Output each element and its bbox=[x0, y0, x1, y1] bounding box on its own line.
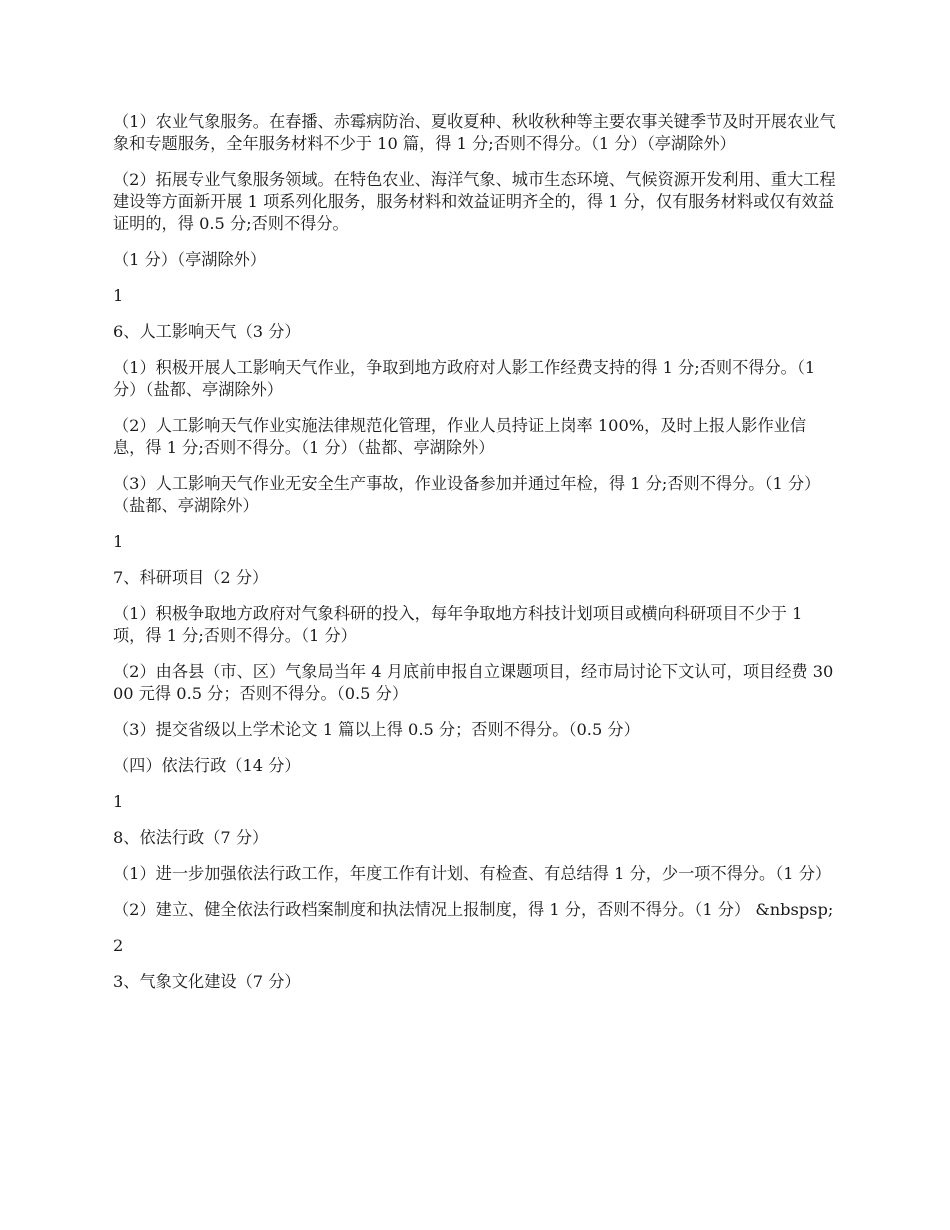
section-heading: 7、科研项目（2 分） bbox=[113, 568, 269, 587]
paragraph-item: （2）建立、健全依法行政档案制度和执法情况上报制度，得 1 分，否则不得分。（1 分） &nbspsp; bbox=[113, 900, 834, 919]
paragraph-score-note: （1 分）（亭湖除外） bbox=[113, 250, 267, 269]
paragraph-number: 1 bbox=[113, 286, 124, 305]
paragraph-professional-service: （2）拓展专业气象服务领域。在特色农业、海洋气象、城市生态环境、气候资源开发利用、重大工程建设等方面新开展 1 项系列化服务，服务材料和效益证明齐全的，得 1 分，仅有服务材料或仅有效益证明的，得 0.5 分;否则不得分。 bbox=[113, 170, 836, 233]
paragraph-item: （3）提交省级以上学术论文 1 篇以上得 0.5 分；否则不得分。（0.5 分） bbox=[113, 720, 640, 739]
section-heading: 6、人工影响天气（3 分） bbox=[113, 322, 301, 341]
section-heading: （四）依法行政（14 分） bbox=[113, 756, 301, 775]
paragraph-item: （3）人工影响天气作业无安全生产事故，作业设备参加并通过年检，得 1 分;否则不得分。（1 分）（盐都、亭湖除外） bbox=[113, 474, 821, 515]
document-body bbox=[113, 111, 838, 993]
paragraph-number: 1 bbox=[113, 532, 124, 551]
section-heading: 3、气象文化建设（7 分） bbox=[113, 972, 301, 991]
paragraph-item: （1）进一步加强依法行政工作，年度工作有计划、有检查、有总结得 1 分，少一项不得分。（1 分） bbox=[113, 864, 832, 883]
paragraph-item: （1）积极争取地方政府对气象科研的投入，每年争取地方科技计划项目或横向科研项目不少于 1 项，得 1 分;否则不得分。（1 分） bbox=[113, 604, 808, 645]
paragraph-number: 2 bbox=[113, 936, 124, 955]
paragraph-item: （1）积极开展人工影响天气作业，争取到地方政府对人影工作经费支持的得 1 分;否则不得分。（1 分）（盐都、亭湖除外） bbox=[113, 358, 821, 399]
paragraph-item: （2）人工影响天气作业实施法律规范化管理，作业人员持证上岗率 100%，及时上报人影作业信息，得 1 分;否则不得分。（1 分）（盐都、亭湖除外） bbox=[113, 416, 807, 457]
paragraph-agri-service: （1）农业气象服务。在春播、赤霉病防治、夏收夏种、秋收秋种等主要农事关键季节及时开展农业气象和专题服务，全年服务材料不少于 10 篇，得 1 分;否则不得分。（1 分）（亭湖除外） bbox=[113, 112, 836, 153]
section-heading: 8、依法行政（7 分） bbox=[113, 828, 269, 847]
paragraph-number: 1 bbox=[113, 792, 124, 811]
paragraph-item: （2）由各县（市、区）气象局当年 4 月底前申报自立课题项目，经市局讨论下文认可，项目经费 3000 元得 0.5 分；否则不得分。（0.5 分） bbox=[113, 662, 834, 703]
